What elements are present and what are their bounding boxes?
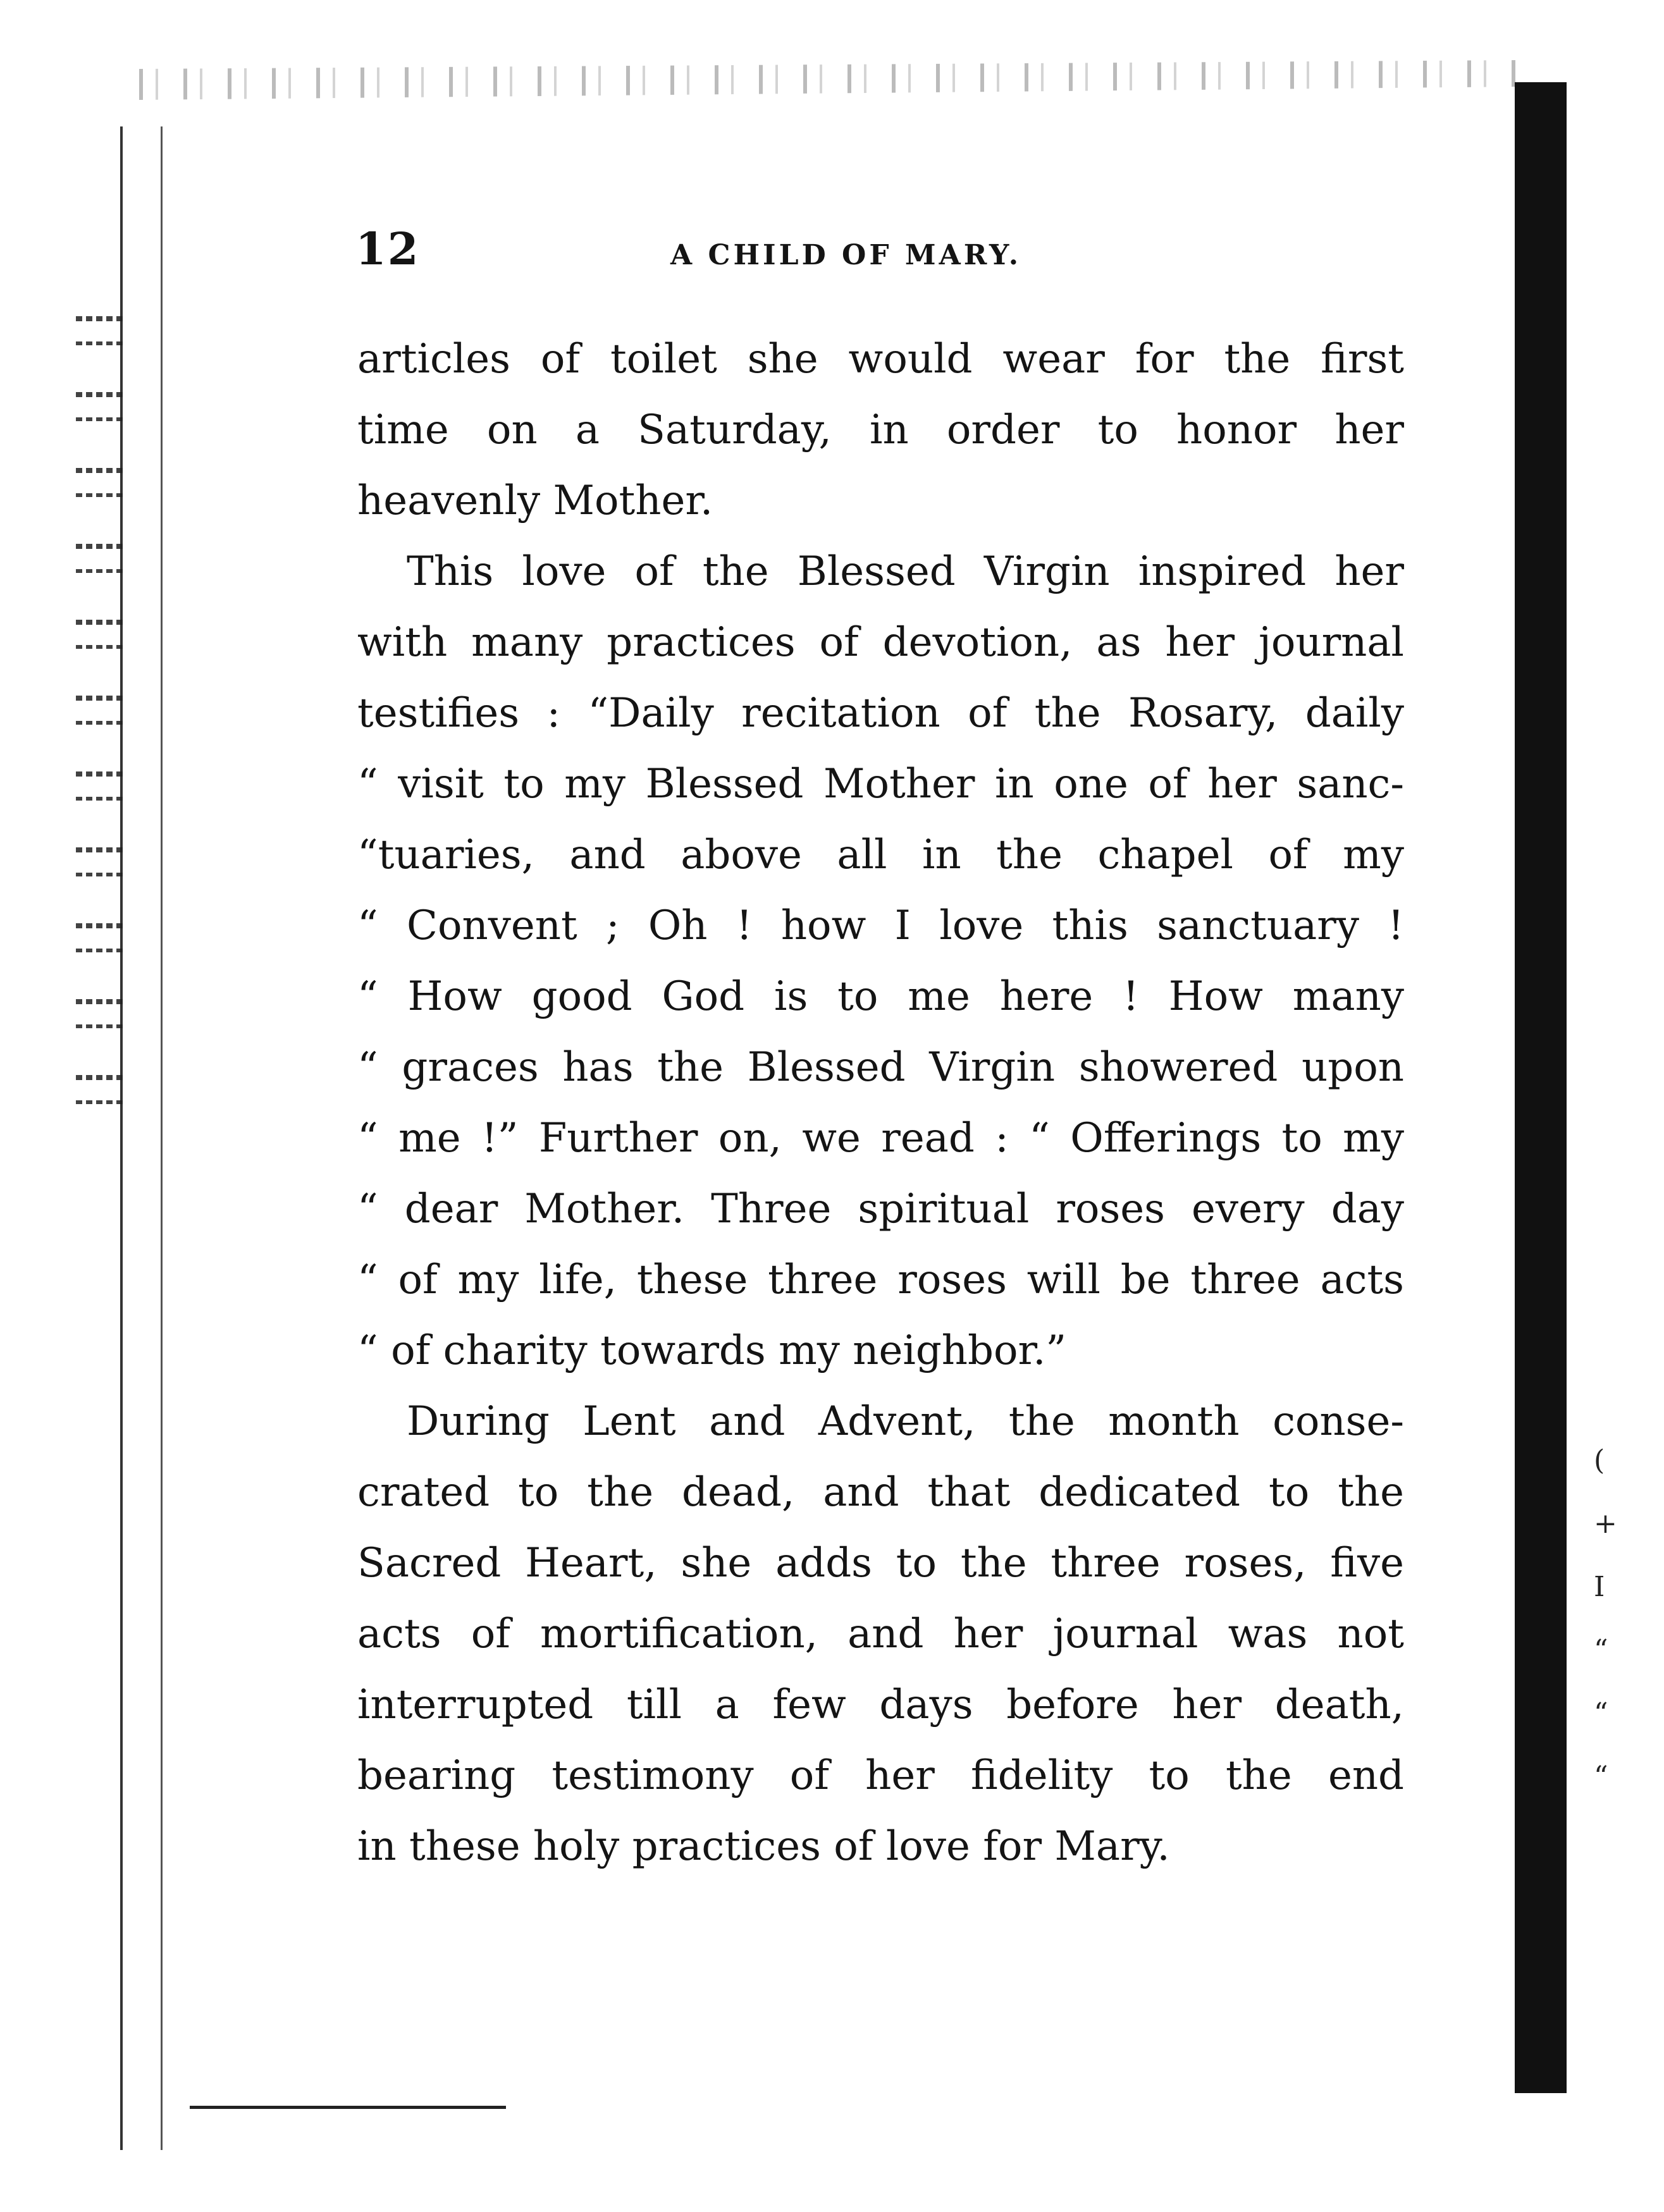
margin-glyph: I: [1594, 1571, 1605, 1603]
bottom-rule: [190, 2106, 506, 2109]
text-line: This love of the Blessed Virgin inspired her: [407, 548, 1404, 595]
text-line: acts of mortification, and her journal was not: [357, 1611, 1404, 1657]
facing-page-margin-glyphs: [1594, 1429, 1632, 1809]
text-line: Sacred Heart, she adds to the three roses, five: [357, 1540, 1404, 1587]
text-line: bearing testimony of her fidelity to the end: [357, 1752, 1404, 1799]
margin-glyph: “: [1594, 1634, 1608, 1666]
text-line: in these holy practices of love for Mary.: [357, 1823, 1170, 1870]
text-line: “ me !” Further on, we read : “ Offerings to my: [357, 1115, 1404, 1162]
page-number: 12: [355, 223, 420, 275]
text-line: “ graces has the Blessed Virgin showered upon: [357, 1044, 1404, 1091]
left-binding-edge: [120, 126, 163, 2150]
text-line: “ visit to my Blessed Mother in one of her sanc-: [357, 761, 1404, 808]
text-line: During Lent and Advent, the month conse-: [407, 1398, 1404, 1445]
text-line: testifies : “Daily recitation of the Rosary, daily: [357, 690, 1404, 737]
text-line: time on a Saturday, in order to honor her: [357, 407, 1404, 453]
text-line: “ dear Mother. Three spiritual roses every day: [357, 1186, 1404, 1232]
right-binding-shadow: [1515, 82, 1567, 2093]
margin-glyph: +: [1594, 1508, 1617, 1540]
text-line: “ Convent ; Oh ! how I love this sanctuary !: [357, 902, 1404, 949]
text-line: “tuaries, and above all in the chapel of my: [357, 832, 1404, 878]
text-line: crated to the dead, and that dedicated to the: [357, 1469, 1404, 1516]
scan-noise-top: [139, 60, 1524, 104]
margin-glyph: “: [1594, 1697, 1608, 1730]
text-line: interrupted till a few days before her death,: [357, 1681, 1404, 1728]
margin-glyph: “: [1594, 1760, 1608, 1793]
left-margin-marks: [76, 316, 126, 1138]
margin-glyph: (: [1594, 1444, 1605, 1477]
text-line: “ of charity towards my neighbor.”: [357, 1327, 1067, 1374]
text-line: heavenly Mother.: [357, 477, 713, 524]
body-text: [357, 324, 1404, 1882]
text-line: with many practices of devotion, as her journal: [357, 619, 1404, 666]
text-line: “ How good God is to me here ! How many: [357, 973, 1404, 1020]
text-line: “ of my life, these three roses will be three acts: [357, 1257, 1404, 1303]
running-head: A CHILD OF MARY.: [670, 239, 1022, 271]
text-line: articles of toilet she would wear for the first: [357, 336, 1404, 383]
